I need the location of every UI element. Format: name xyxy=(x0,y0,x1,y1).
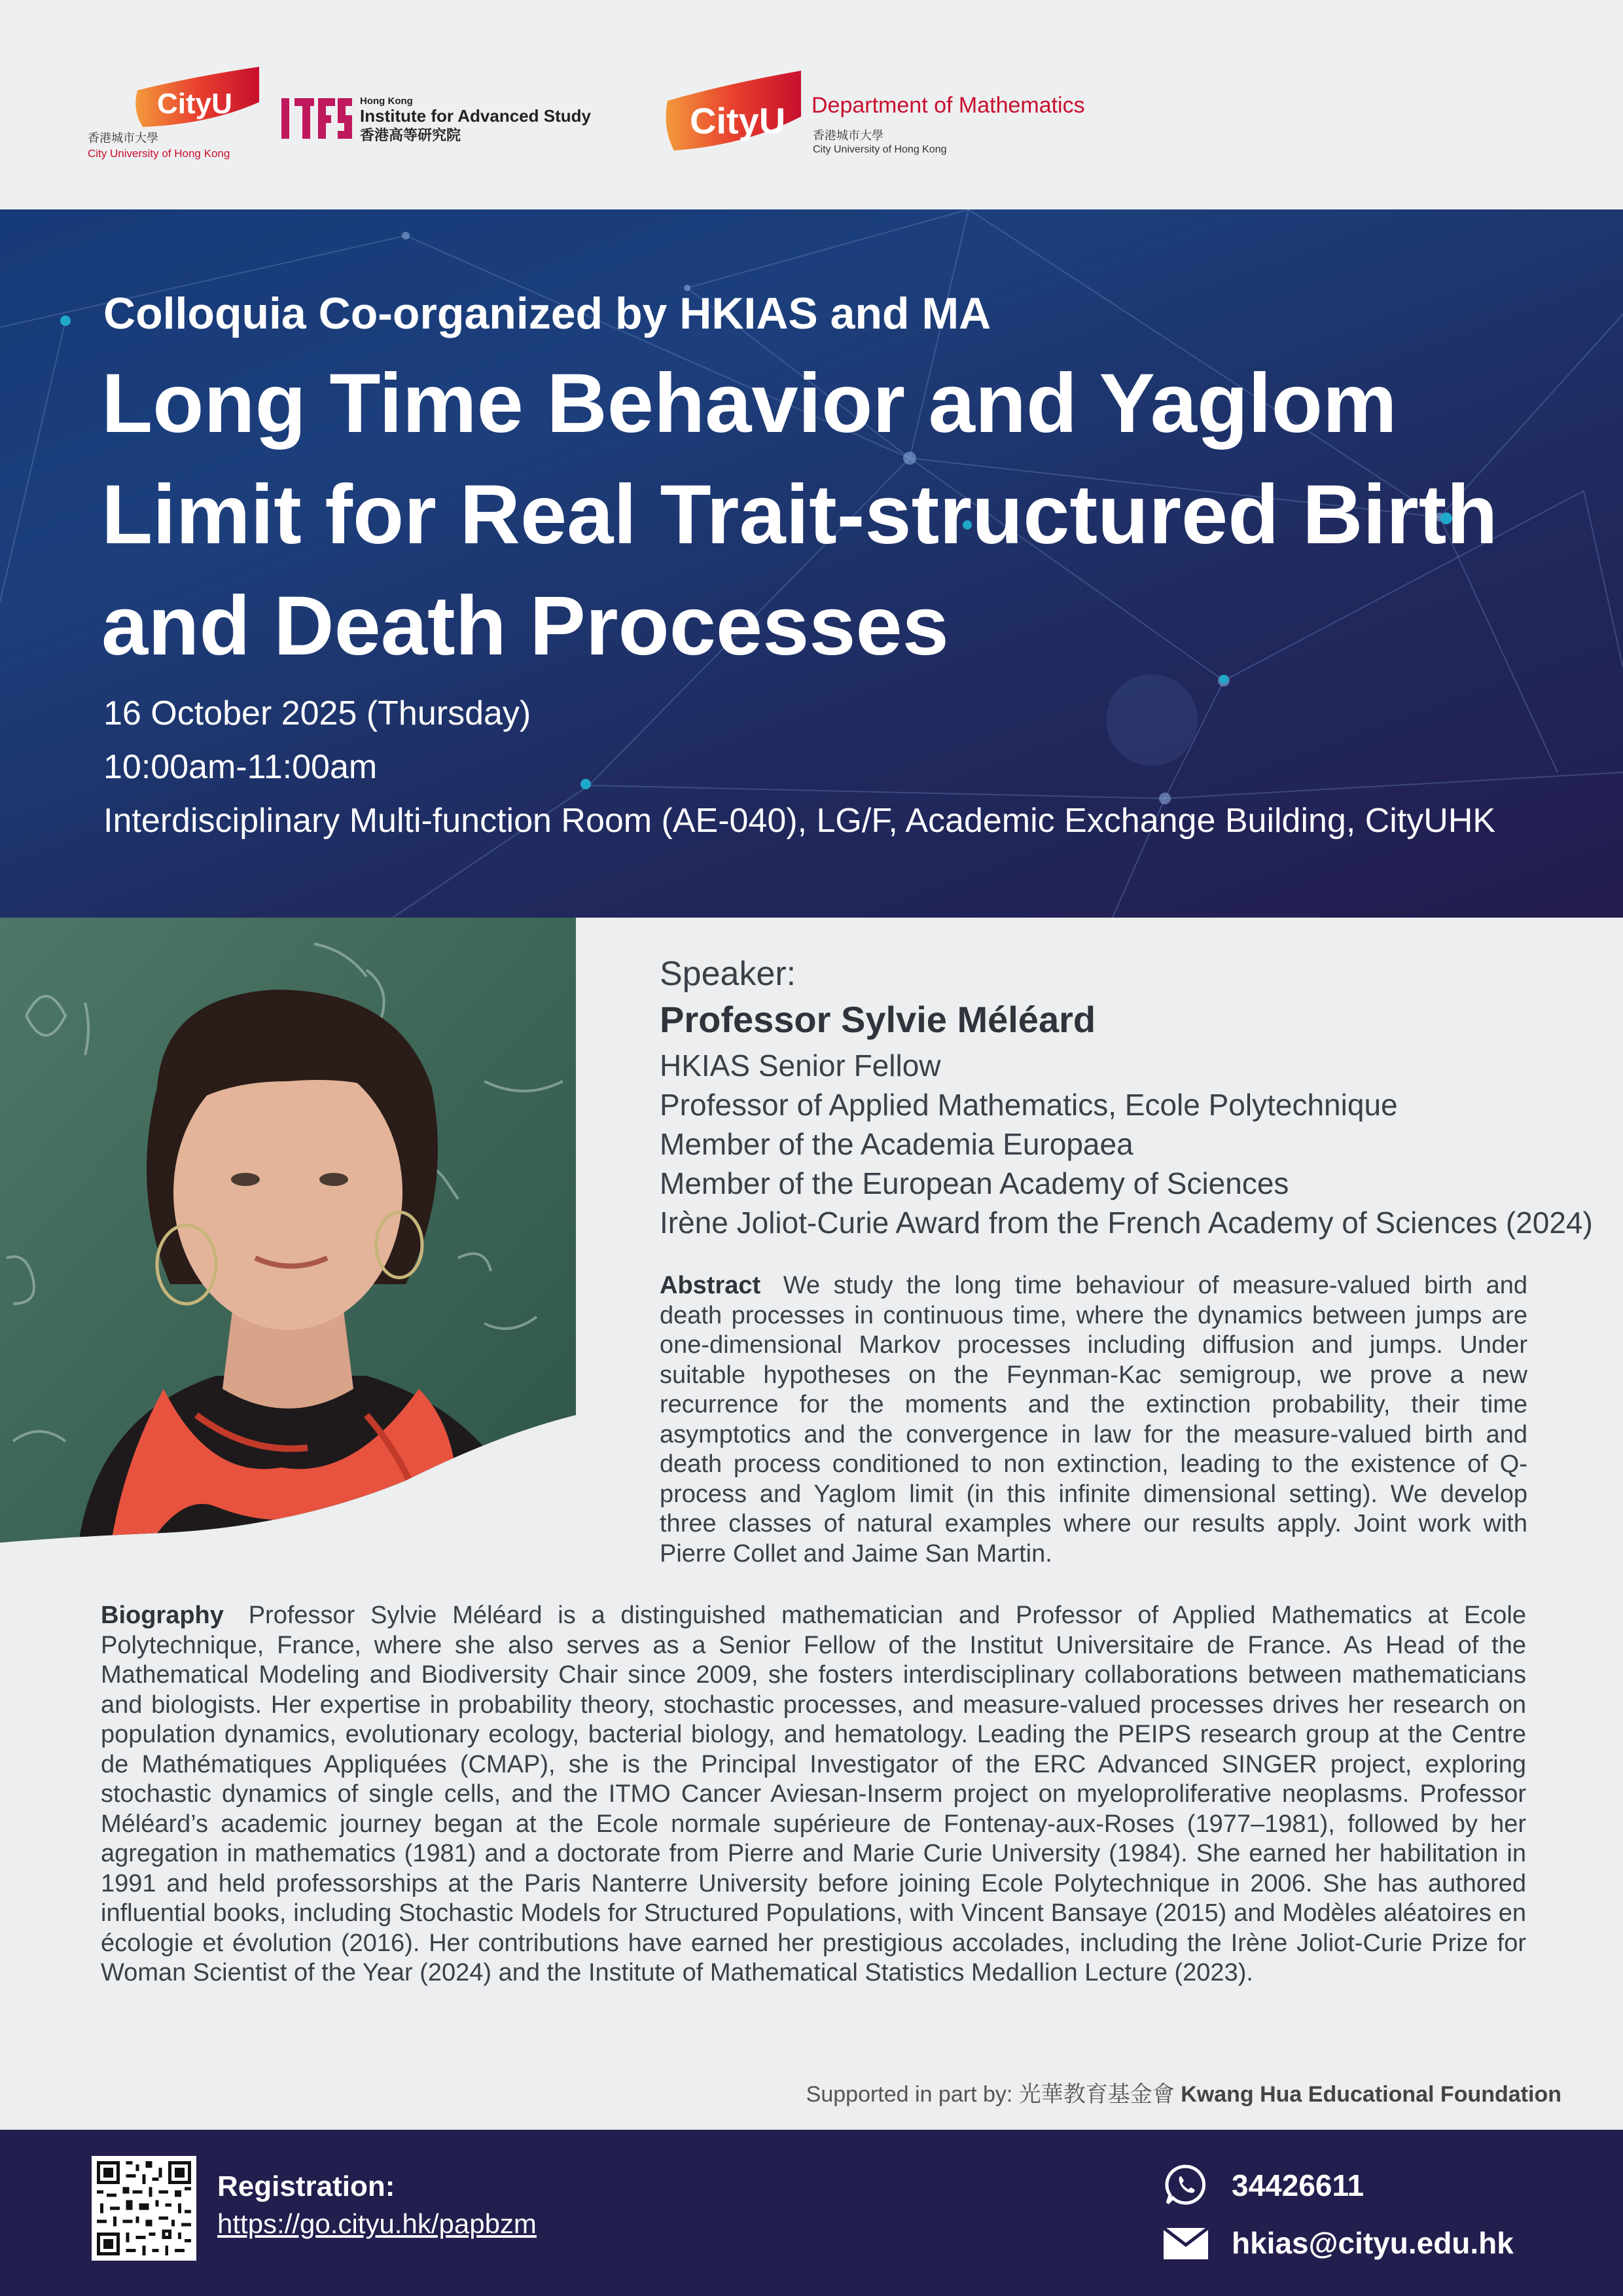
phone-number[interactable]: 34426611 xyxy=(1232,2168,1364,2202)
registration-qr-code[interactable] xyxy=(92,2156,196,2261)
support-line xyxy=(806,2076,1561,2108)
support-foundation: Kwang Hua Educational Foundation xyxy=(1181,2082,1561,2107)
cityu-chinese-name: 香港城市大學 xyxy=(88,132,158,145)
cityu-logo-math-text: CityU xyxy=(690,100,786,141)
abstract-label: Abstract xyxy=(660,1272,761,1299)
speaker-photo xyxy=(0,918,576,1543)
envelope-icon xyxy=(1164,2228,1208,2259)
speaker-title-item: Member of the Academia Europaea xyxy=(660,1127,1133,1161)
hkias-small-text: Hong Kong xyxy=(360,96,413,107)
speaker-title-item: Member of the European Academy of Sciences xyxy=(660,1166,1289,1200)
registration-link[interactable]: https://go.cityu.hk/papbzm xyxy=(217,2208,537,2239)
talk-date: 16 October 2025 (Thursday) xyxy=(103,694,531,732)
talk-title: Long Time Behavior and Yaglom Limit for Real Trait-structured Birth and Death Processes xyxy=(101,357,1498,673)
speaker-titles xyxy=(660,1046,1593,1242)
talk-venue: Interdisciplinary Multi-function Room (AE-040), LG/F, Academic Exchange Building, CityUHK xyxy=(103,802,1496,840)
support-prefix: Supported in part by: 光華教育基金會 xyxy=(806,2082,1175,2107)
speaker-title-item: Professor of Applied Mathematics, Ecole Polytechnique xyxy=(660,1088,1398,1122)
speaker-title-item: HKIAS Senior Fellow xyxy=(660,1049,941,1083)
header-logos xyxy=(0,0,1623,209)
speaker-title-item: Irène Joliot-Curie Award from the French Academy of Sciences (2024) xyxy=(660,1206,1593,1240)
hkias-chinese-name: 香港高等研究院 xyxy=(360,127,461,143)
biography-section xyxy=(101,1601,1526,1988)
cityu-logo-text: CityU xyxy=(157,88,232,120)
cityu-english-name: City University of Hong Kong xyxy=(88,147,230,160)
registration-label: Registration: xyxy=(217,2170,395,2202)
talk-time: 10:00am-11:00am xyxy=(103,748,378,786)
abstract-section xyxy=(660,1271,1527,1569)
hkias-logo-mark xyxy=(281,98,353,142)
hkias-name: Institute for Advanced Study xyxy=(360,106,591,126)
title-banner xyxy=(0,209,1623,918)
footer xyxy=(0,2130,1623,2296)
speaker-name: Professor Sylvie Méléard xyxy=(660,999,1096,1040)
math-cityu-chinese: 香港城市大學 xyxy=(813,129,883,142)
biography-text: Professor Sylvie Méléard is a distinguished mathematician and Professor of Applied Mathematics at Ecole Polytechnique, France, where she also serves as a Senior Fellow of the Institut Universitaire de France. As Head of the Mathematical Modeling and Biodiversity Chair since 2009, she fosters interdisciplinary collaborations between mathematicians and biologists. Her expertise in probability theory, stochastic processes, and measure-valued processes drives her research on population dynamics, evolutionary ecology, bacterial biology, and hematology. Leading the PEIPS research group at the Centre de Mathématiques Appliquées (CMAP), she is the Principal Investigator of the ERC Advanced SINGER project, exploring stochastic dynamics of single cells, and the ITMO Cancer Aviesan-Inserm project on myeloproliferative neoplasms. Professor Méléard’s academic journey began at the Ecole normale supérieure de Fontenay-aux-Roses (1977–1981), followed by her agregation in mathematics (1981) and a doctorate from Pierre and Marie Curie University (1984). She earned her habilitation in 1991 and held professorships at the Paris Nanterre University before joining Ecole Polytechnique in 2006. She has authored influential books, including Stochastic Models for Structured Populations, with Vincent Bansaye (2015) and Modèles aléatoires en écologie et évolution (2016). Her contributions have earned her prestigious accolades, including the Irène Joliot-Curie Prize for Woman Scientist of the Year (2024) and the Institute of Mathematical Statistics Medallion Lecture (2023). xyxy=(101,1602,1527,1986)
math-cityu-english: City University of Hong Kong xyxy=(813,144,947,155)
cityu-logo-math xyxy=(661,68,805,153)
biography-label: Biography xyxy=(101,1602,224,1629)
math-department-name: Department of Mathematics xyxy=(812,93,1085,118)
abstract-text: We study the long time behaviour of measure-valued birth and death processes in continuous time, where the dynamics between jumps are one-dimensional Markov processes including diffusion and jumps. Under suitable hypotheses on the Feynman-Kac semigroup, we prove a new recurrence for the moments and the extinction probability, their time asymptotics and the convergence in law for the measure-valued birth and death process conditioned to non extinction, leading to the existence of Q-process and Yaglom limit (in this infinite dimensional setting). We develop three classes of natural examples where our results apply. Joint work with Pierre Collet and Jaime San Martin. xyxy=(660,1272,1527,1568)
email-address[interactable]: hkias@cityu.edu.hk xyxy=(1232,2226,1514,2260)
colloquium-subtitle: Colloquia Co-organized by HKIAS and MA xyxy=(103,289,991,338)
cityu-logo xyxy=(131,64,262,130)
speaker-label: Speaker: xyxy=(660,955,796,993)
whatsapp-icon xyxy=(1164,2162,1208,2207)
